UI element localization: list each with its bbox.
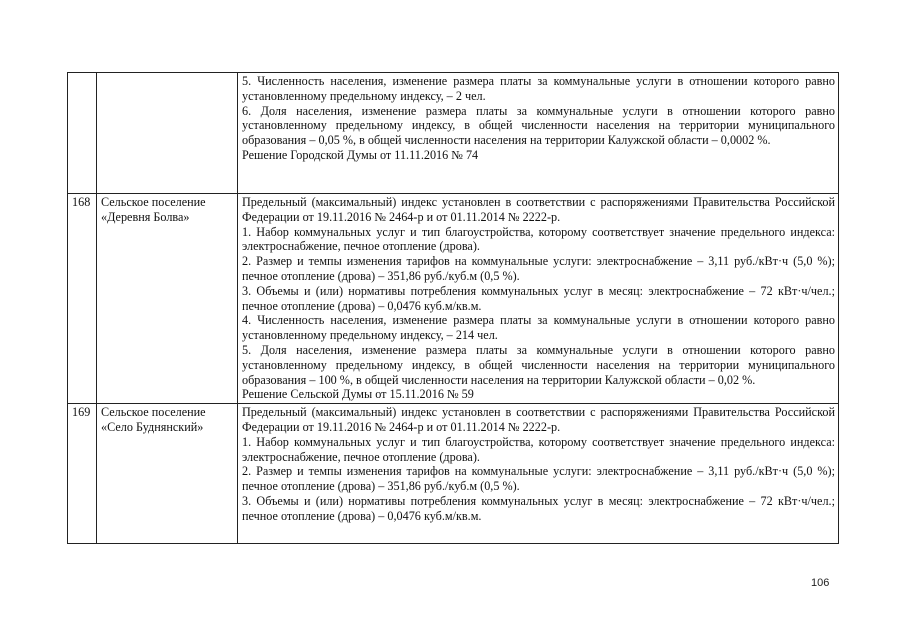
row-description xyxy=(238,194,839,404)
page-number: 106 xyxy=(811,577,830,589)
paragraph: 1. Набор коммунальных услуг и тип благоустройства, которому соответствует значение предельного индекса: электроснабжение, печное отопление (дрова). xyxy=(242,224,835,254)
row-description xyxy=(238,73,839,194)
paragraph: 2. Размер и темпы изменения тарифов на коммунальные услуги: электроснабжение – 3,11 руб./кВт·ч (5,0 %); печное отопление (дрова) – 351,86 руб./куб.м (0,5 %). xyxy=(242,254,835,283)
paragraph: 4. Численность населения, изменение размера платы за коммунальные услуги в отношении которого равно установленному предельному индексу, – 214 чел. xyxy=(242,313,835,343)
document-table xyxy=(67,72,839,544)
table-row xyxy=(68,194,839,404)
row-description xyxy=(238,404,839,544)
paragraph: 3. Объемы и (или) нормативы потребления коммунальных услуг в месяц: электроснабжение – 72 кВт·ч/чел.; печное отопление (дрова) – 0,0476 куб.м/кв.м. xyxy=(242,283,835,313)
settlement-name: Сельское поселение «Деревня Болва» xyxy=(97,194,238,404)
paragraph: 3. Объемы и (или) нормативы потребления коммунальных услуг в месяц: электроснабжение – 72 кВт·ч/чел.; печное отопление (дрова) – 0,0476 куб.м/кв.м. xyxy=(242,493,835,523)
row-number: 169 xyxy=(68,404,97,544)
decision-reference: Решение Городской Думы от 11.11.2016 № 74 xyxy=(242,147,479,162)
row-number: 168 xyxy=(68,194,97,404)
paragraph: Предельный (максимальный) индекс установлен в соответствии с распоряжениями Правительства Российской Федерации от 19.11.2016 № 2464-р и от 01.11.2014 № 2222-р. xyxy=(242,195,835,224)
settlement-name xyxy=(97,73,238,194)
paragraph: 2. Размер и темпы изменения тарифов на коммунальные услуги: электроснабжение – 3,11 руб./кВт·ч (5,0 %); печное отопление (дрова) – 351,86 руб./куб.м (0,5 %). xyxy=(242,464,835,494)
paragraph: 1. Набор коммунальных услуг и тип благоустройства, которому соответствует значение предельного индекса: электроснабжение, печное отопление (дрова). xyxy=(242,434,835,464)
decision-reference: Решение Сельской Думы от 15.11.2016 № 59 xyxy=(242,387,474,402)
paragraph: 5. Доля населения, изменение размера платы за коммунальные услуги в отношении которого равно установленному предельному индексу, в общей численности населения на территории муниципального образования – 100 %, в общей численности населения на территории Калужской области – 0,02 %. xyxy=(242,342,835,387)
table-row xyxy=(68,73,839,194)
paragraph: Предельный (максимальный) индекс установлен в соответствии с распоряжениями Правительства Российской Федерации от 19.11.2016 № 2464-р и от 01.11.2014 № 2222-р. xyxy=(242,405,835,434)
row-number xyxy=(68,73,97,194)
settlement-name: Сельское поселение «Село Буднянский» xyxy=(97,404,238,544)
paragraph: 5. Численность населения, изменение размера платы за коммунальные услуги в отношении которого равно установленному предельному индексу, – 2 чел. xyxy=(242,74,835,103)
paragraph: 6. Доля населения, изменение размера платы за коммунальные услуги в отношении которого равно установленному предельному индексу, в общей численности населения на территории муниципального образования – 0,05 %, в общей численности населения на территории Калужской области – 0,0002 %. xyxy=(242,103,835,148)
table-row xyxy=(68,404,839,544)
